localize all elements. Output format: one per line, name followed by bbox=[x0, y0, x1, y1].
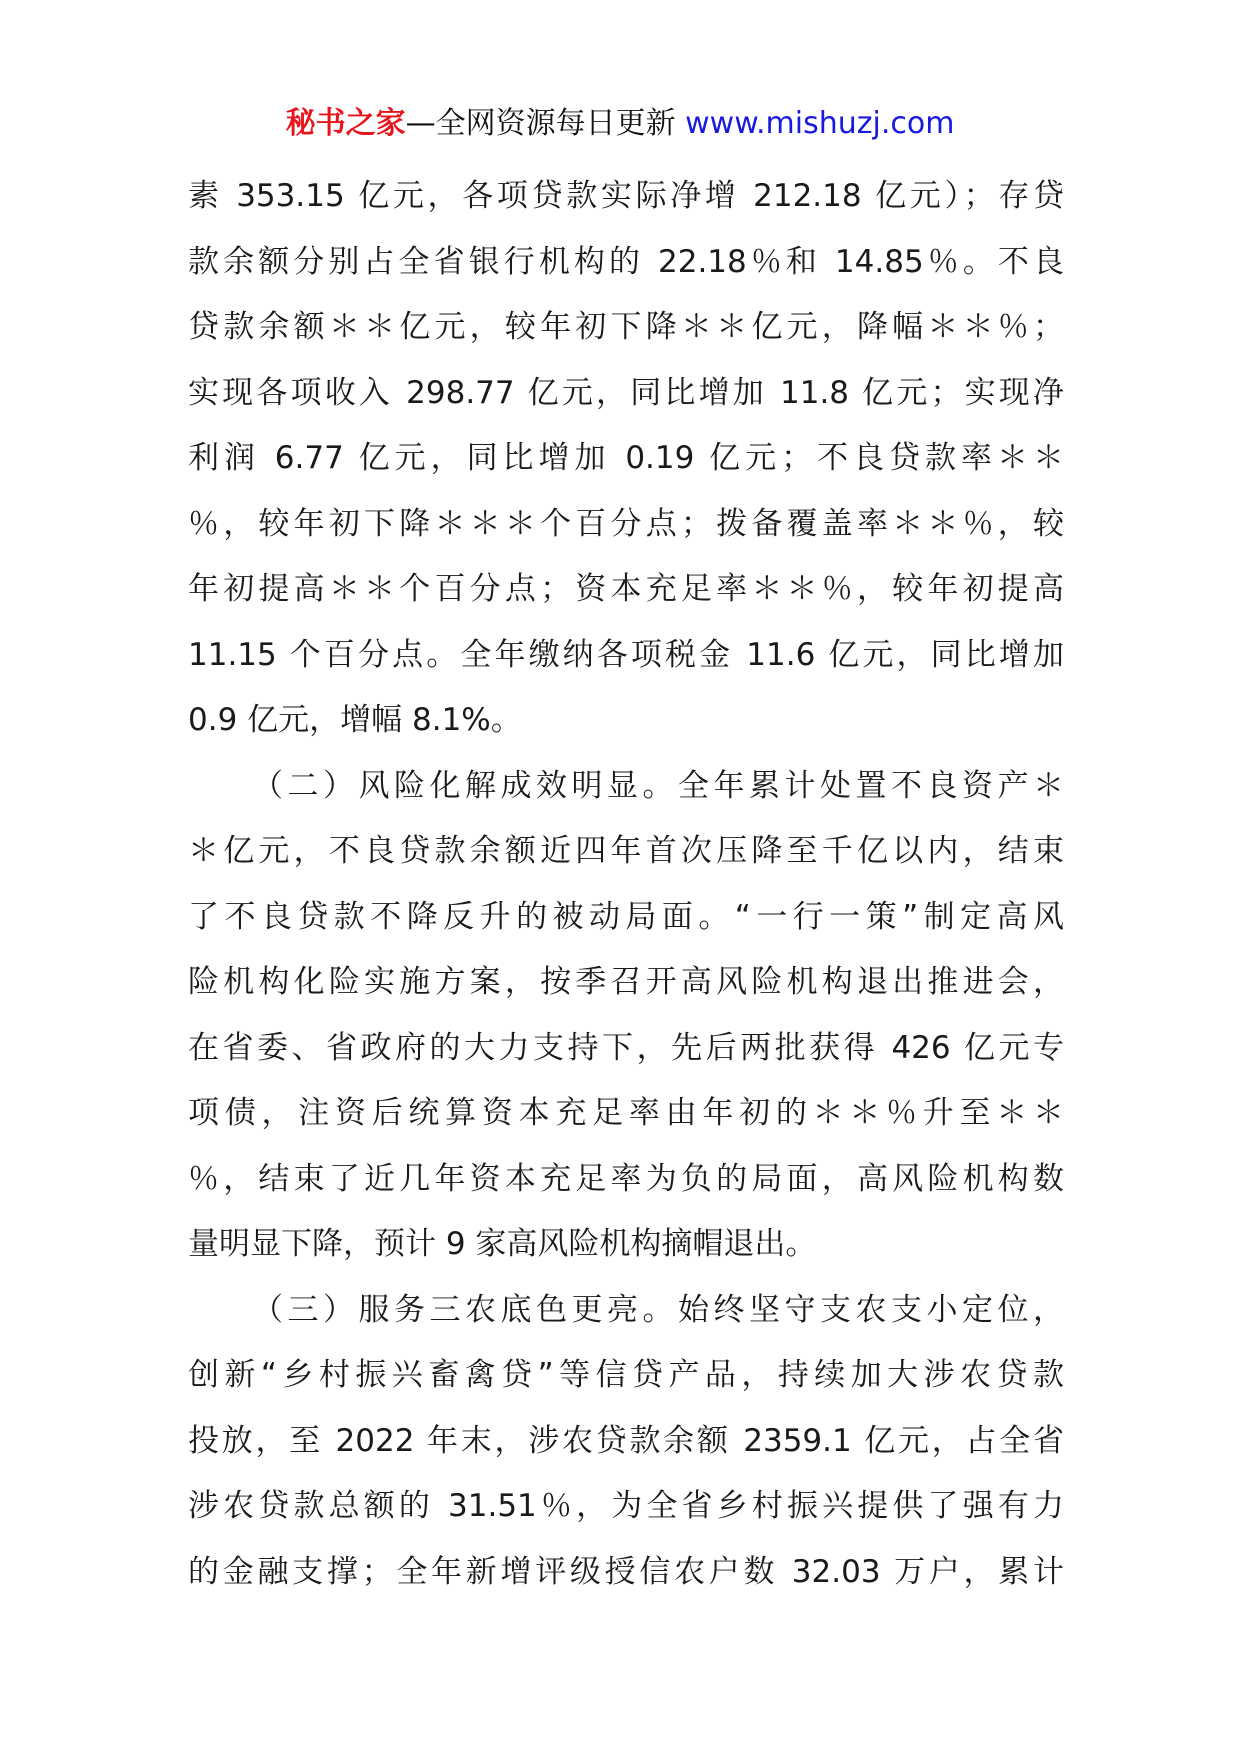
header-brand: 秘书之家 bbox=[285, 106, 406, 141]
text-line: ％，结束了近几年资本充足率为负的局面，高风险机构数 bbox=[188, 1160, 1064, 1197]
text-line: 0.9 亿元，增幅 8.1%。 bbox=[188, 702, 522, 738]
text-line: ％，较年初下降＊＊＊个百分点；拨备覆盖率＊＊％，较 bbox=[188, 505, 1064, 542]
text-line: 险机构化险实施方案，按季召开高风险机构退出推进会， bbox=[188, 964, 1064, 1000]
text-line: 实现各项收入 298.77 亿元，同比增加 11.8 亿元；实现净 bbox=[188, 374, 1064, 411]
text-line: 11.15 个百分点。全年缴纳各项税金 11.6 亿元，同比增加 bbox=[188, 636, 1064, 673]
body-text bbox=[188, 164, 1064, 1605]
text-line: 的金融支撑；全年新增评级授信农户数 32.03 万户，累计 bbox=[188, 1553, 1064, 1590]
text-line: 项债，注资后统算资本充足率由年初的＊＊％升至＊＊ bbox=[188, 1095, 1064, 1131]
text-line: 年初提高＊＊个百分点；资本充足率＊＊％，较年初提高 bbox=[188, 571, 1064, 607]
header-tagline: —全网资源每日更新 bbox=[405, 106, 676, 141]
text-line: 投放，至 2022 年末，涉农贷款余额 2359.1 亿元，占全省 bbox=[188, 1422, 1064, 1459]
section-heading-line: （三）服务三农底色更亮。始终坚守支农支小定位， bbox=[252, 1291, 1064, 1328]
text-line: 创新“乡村振兴畜禽贷”等信贷产品，持续加大涉农贷款 bbox=[188, 1357, 1064, 1393]
text-line: 贷款余额＊＊亿元，较年初下降＊＊亿元，降幅＊＊％； bbox=[188, 309, 1064, 345]
text-line: ＊亿元，不良贷款余额近四年首次压降至千亿以内，结束 bbox=[188, 833, 1064, 869]
text-line: 涉农贷款总额的 31.51％，为全省乡村振兴提供了强有力 bbox=[188, 1488, 1064, 1524]
section-heading-line: （二）风险化解成效明显。全年累计处置不良资产＊ bbox=[252, 767, 1064, 804]
header-site-link[interactable]: www.mishuzj.com bbox=[685, 106, 955, 141]
text-line: 了不良贷款不降反升的被动局面。“一行一策”制定高风 bbox=[188, 898, 1064, 935]
text-line: 素 353.15 亿元，各项贷款实际净增 212.18 亿元）；存贷 bbox=[188, 178, 1064, 214]
text-line: 利润 6.77 亿元，同比增加 0.19 亿元；不良贷款率＊＊ bbox=[188, 440, 1064, 476]
text-line: 量明显下降，预计 9 家高风险机构摘帽退出。 bbox=[188, 1226, 817, 1262]
text-line: 款余额分别占全省银行机构的 22.18％和 14.85％。不良 bbox=[188, 243, 1064, 280]
page-header bbox=[0, 100, 1240, 148]
text-line: 在省委、省政府的大力支持下，先后两批获得 426 亿元专 bbox=[188, 1029, 1064, 1066]
